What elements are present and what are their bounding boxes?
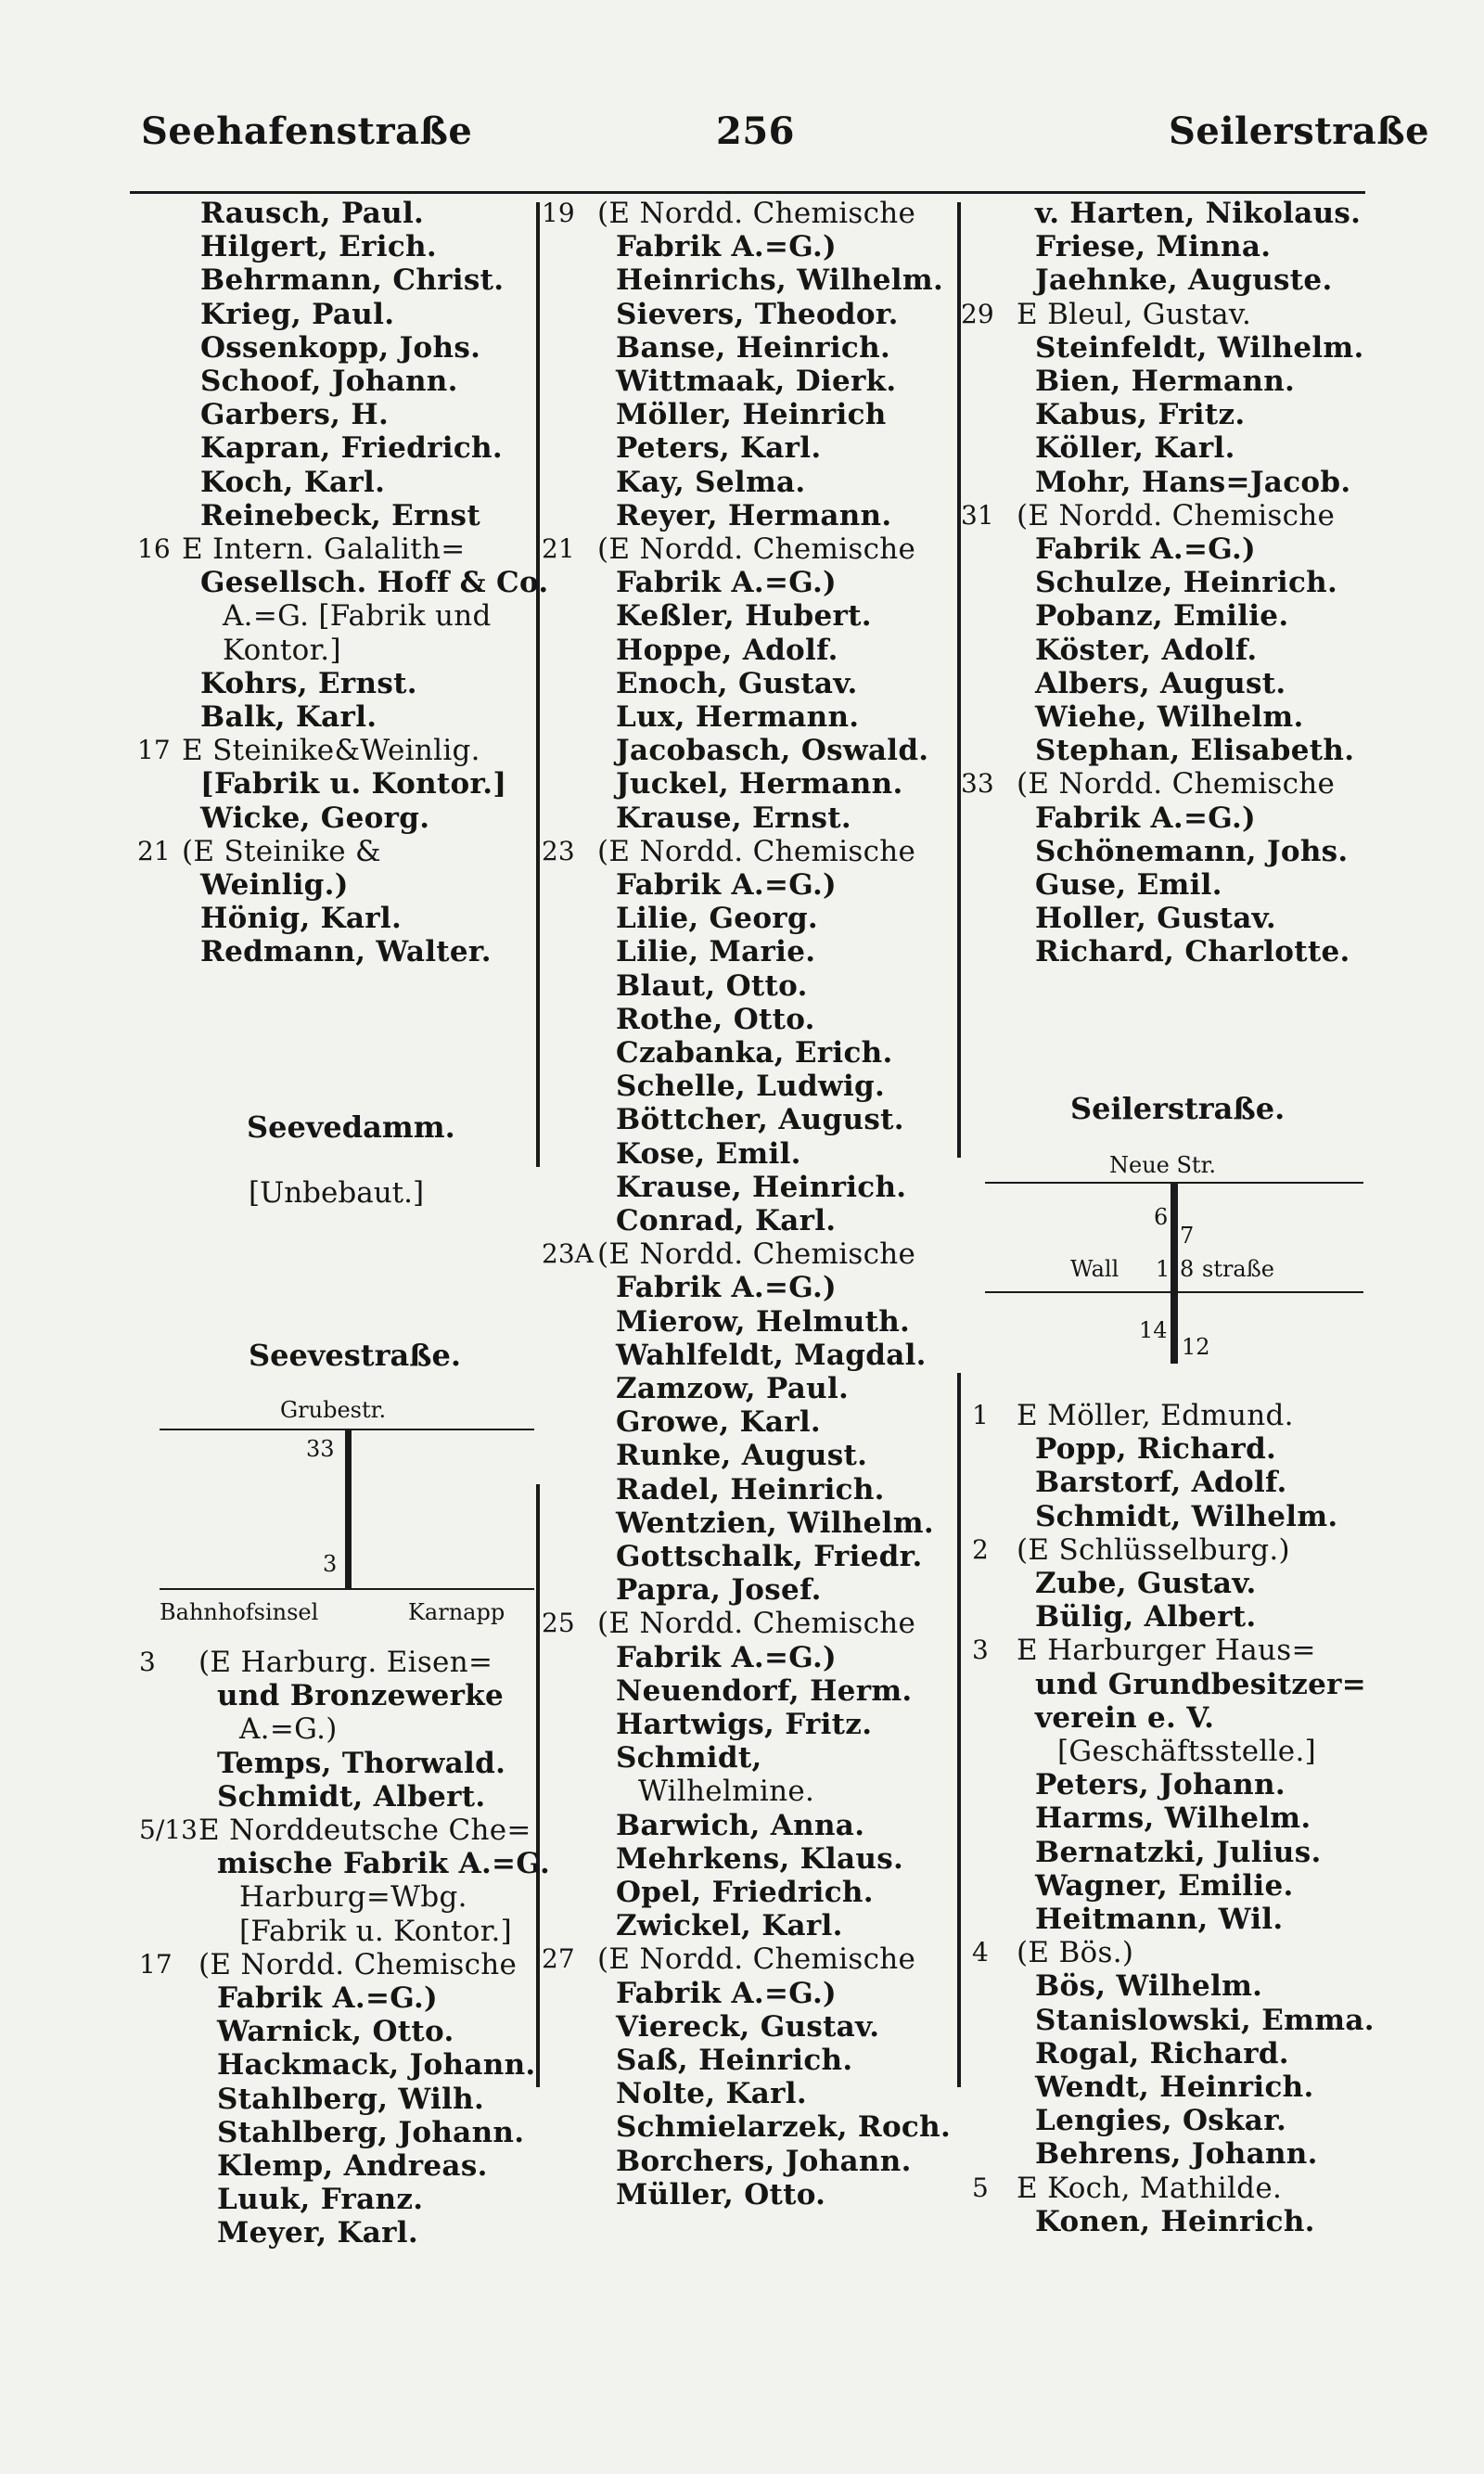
building-owner-line: (E Schlüsselburg.) xyxy=(1017,1532,1290,1567)
house-number: 17 xyxy=(139,1948,173,1980)
entry-text: Albers, August. xyxy=(1035,666,1286,700)
house-number: 23 xyxy=(542,835,575,866)
entry-text: Krause, Heinrich. xyxy=(616,1170,907,1204)
entry-text: Growe, Karl. xyxy=(616,1405,822,1440)
column-divider-2a xyxy=(957,202,961,1158)
entry-text: Balk, Karl. xyxy=(200,700,377,734)
column-divider-1a xyxy=(536,202,540,1167)
entry-text: Klemp, Andreas. xyxy=(217,2149,488,2183)
diagram-street-bar xyxy=(1171,1184,1178,1364)
entry-text: Wittmaak, Dierk. xyxy=(616,365,897,398)
house-number: 16 xyxy=(137,533,171,564)
entry-text: Peters, Karl. xyxy=(616,431,822,466)
entry-text: Wicke, Georg. xyxy=(200,801,430,835)
entry-text: Zube, Gustav. xyxy=(1035,1567,1257,1600)
entry-text: Kontor.] xyxy=(223,633,341,667)
entry-text: Barstorf, Adolf. xyxy=(1035,1466,1287,1500)
building-owner-line: E Koch, Mathilde. xyxy=(1017,2171,1283,2205)
house-number: 5 xyxy=(972,2172,989,2203)
diagram-strasse-label: straße xyxy=(1202,1256,1274,1282)
entry-text: Garbers, H. xyxy=(200,398,390,432)
entry-text: Kapran, Friedrich. xyxy=(200,431,503,466)
building-owner-line: (E Nordd. Chemische xyxy=(597,1237,916,1272)
diagram-number-1: 1 xyxy=(1156,1256,1171,1282)
entry-text: Schoof, Johann. xyxy=(200,365,458,398)
entry-text: Schulze, Heinrich. xyxy=(1035,566,1338,600)
house-number: 29 xyxy=(961,298,994,329)
building-owner-line: E Intern. Galalith= xyxy=(182,532,466,566)
house-number: 2 xyxy=(972,1533,989,1565)
entry-text: Wagner, Emilie. xyxy=(1035,1868,1294,1903)
house-number: 1 xyxy=(972,1400,989,1430)
entry-text: Jacobasch, Oswald. xyxy=(616,734,929,768)
entry-text: Conrad, Karl. xyxy=(616,1204,837,1237)
entry-text: Lux, Hermann. xyxy=(616,700,860,734)
entry-text: Möller, Heinrich xyxy=(616,398,887,432)
entry-text: Schmidt, Wilhelm. xyxy=(1035,1499,1338,1533)
building-owner-line: (E Nordd. Chemische xyxy=(597,1607,916,1641)
entry-text: Fabrik A.=G.) xyxy=(1035,801,1257,835)
entry-text: Harms, Wilhelm. xyxy=(1035,1801,1311,1836)
building-owner-line: (E Nordd. Chemische xyxy=(597,834,916,868)
house-number: 4 xyxy=(972,1937,989,1968)
entry-text: Friese, Minna. xyxy=(1035,230,1272,264)
building-owner-line: (E Nordd. Chemische xyxy=(1017,498,1336,532)
entry-text: Fabrik A.=G.) xyxy=(616,1976,838,2010)
entry-text: Wendt, Heinrich. xyxy=(1035,2070,1314,2104)
entry-text: Hoppe, Adolf. xyxy=(616,633,838,667)
entry-text: Koch, Karl. xyxy=(200,465,386,499)
entry-text: Richard, Charlotte. xyxy=(1035,935,1350,969)
house-number: 3 xyxy=(972,1634,989,1666)
entry-text: Radel, Heinrich. xyxy=(616,1472,885,1506)
entry-text: Mohr, Hans=Jacob. xyxy=(1035,465,1351,499)
entry-text: Gottschalk, Friedr. xyxy=(616,1540,923,1573)
house-number: 17 xyxy=(137,735,171,766)
entry-text: Bernatzki, Julius. xyxy=(1035,1835,1322,1869)
entry-text: Lilie, Georg. xyxy=(616,902,819,936)
entry-text: Müller, Otto. xyxy=(616,2177,826,2211)
entry-text: Hackmack, Johann. xyxy=(217,2048,536,2083)
page-number: 256 xyxy=(716,109,795,153)
entry-text: verein e. V. xyxy=(1035,1700,1215,1735)
entry-text: Harburg=Wbg. xyxy=(239,1880,467,1915)
entry-text: Fabrik A.=G.) xyxy=(1035,532,1257,566)
diagram-cross-street xyxy=(985,1291,1363,1293)
diagram-number-6: 6 xyxy=(1154,1204,1169,1230)
diagram-bottom-left-label: Bahnhofsinsel xyxy=(160,1599,319,1625)
seevestrasse-title: Seevestraße. xyxy=(249,1338,461,1373)
entry-text: Stahlberg, Johann. xyxy=(217,2115,525,2149)
diagram-top-label: Neue Str. xyxy=(1109,1152,1217,1178)
entry-text: Schönemann, Johs. xyxy=(1035,834,1349,868)
building-owner-line: E Harburger Haus= xyxy=(1017,1634,1316,1668)
entry-text: Heinrichs, Wilhelm. xyxy=(616,263,944,298)
entry-text: Fabrik A.=G.) xyxy=(616,1640,838,1674)
entry-text: Wentzien, Wilhelm. xyxy=(616,1506,934,1540)
entry-text: Stahlberg, Wilh. xyxy=(217,2082,485,2116)
diagram-number-7: 7 xyxy=(1180,1223,1195,1249)
entry-text: Meyer, Karl. xyxy=(217,2216,418,2250)
entry-text: Hartwigs, Fritz. xyxy=(616,1708,873,1741)
diagram-bottom-right-label: Karnapp xyxy=(408,1599,505,1625)
diagram-number-top: 33 xyxy=(306,1436,335,1462)
entry-text: mische Fabrik A.=G. xyxy=(217,1847,551,1881)
building-owner-line: (E Nordd. Chemische xyxy=(597,197,916,230)
seilerstrasse-title: Seilerstraße. xyxy=(1070,1091,1286,1126)
entry-text: Guse, Emil. xyxy=(1035,868,1222,902)
entry-text: A.=G. [Fabrik und xyxy=(223,599,492,634)
entry-text: Krause, Ernst. xyxy=(616,801,851,835)
entry-text: Warnick, Otto. xyxy=(217,2015,454,2049)
entry-text: Fabrik A.=G.) xyxy=(217,1981,439,2015)
entry-text: Steinfeldt, Wilhelm. xyxy=(1035,330,1364,365)
entry-text: Fabrik A.=G.) xyxy=(616,868,838,902)
entry-text: Bös, Wilhelm. xyxy=(1035,1969,1263,2004)
entry-text: Köster, Adolf. xyxy=(1035,633,1258,667)
house-number: 25 xyxy=(542,1608,575,1639)
entry-text: Zwickel, Karl. xyxy=(616,1909,843,1943)
entry-text: Rausch, Paul. xyxy=(200,197,425,230)
entry-text: Saß, Heinrich. xyxy=(616,2044,853,2077)
entry-text: Jaehnke, Auguste. xyxy=(1035,263,1333,298)
house-number: 19 xyxy=(542,198,575,228)
building-owner-line: E Möller, Edmund. xyxy=(1017,1399,1294,1432)
header-street-right: Seilerstraße xyxy=(1169,109,1430,153)
entry-text: Peters, Johann. xyxy=(1035,1768,1286,1802)
entry-text: Köller, Karl. xyxy=(1035,431,1235,466)
entry-text: Banse, Heinrich. xyxy=(616,330,891,365)
house-number: 5/13 xyxy=(139,1814,198,1845)
entry-text: Weinlig.) xyxy=(200,868,349,902)
building-owner-line: E Steinike&Weinlig. xyxy=(182,734,480,768)
entry-text: [Fabrik u. Kontor.] xyxy=(239,1914,513,1948)
entry-text: Blaut, Otto. xyxy=(616,968,808,1003)
house-number: 21 xyxy=(542,533,575,564)
entry-text: Wilhelmine. xyxy=(638,1775,815,1809)
entry-text: Bülig, Albert. xyxy=(1035,1600,1257,1634)
entry-text: Reyer, Hermann. xyxy=(616,498,892,532)
entry-text: Rothe, Otto. xyxy=(616,1002,815,1036)
entry-text: Barwich, Anna. xyxy=(616,1808,865,1842)
entry-text: Mehrkens, Klaus. xyxy=(616,1841,904,1876)
entry-text: Pobanz, Emilie. xyxy=(1035,599,1289,634)
entry-text: Sievers, Theodor. xyxy=(616,297,899,331)
entry-text: Schmidt, xyxy=(616,1741,762,1775)
entry-text: Holler, Gustav. xyxy=(1035,902,1276,936)
entry-text: Neuendorf, Herm. xyxy=(616,1673,913,1708)
diagram-wall-label: Wall xyxy=(1070,1256,1119,1282)
header-rule xyxy=(130,191,1365,194)
building-owner-line: (E Harburg. Eisen= xyxy=(198,1646,493,1679)
entry-text: Mierow, Helmuth. xyxy=(616,1304,911,1339)
house-number: 3 xyxy=(139,1647,156,1677)
entry-text: Hilgert, Erich. xyxy=(200,230,437,264)
entry-text: und Bronzewerke xyxy=(217,1679,505,1713)
entry-text: Luuk, Franz. xyxy=(217,2183,424,2217)
entry-text: Papra, Josef. xyxy=(616,1573,822,1608)
entry-text: [Fabrik u. Kontor.] xyxy=(200,767,507,801)
diagram-number-8: 8 xyxy=(1180,1256,1195,1282)
entry-text: Schmielarzek, Roch. xyxy=(616,2110,952,2145)
building-owner-line: (E Bös.) xyxy=(1017,1936,1134,1970)
entry-text: Behrens, Johann. xyxy=(1035,2137,1318,2172)
entry-text: Stephan, Elisabeth. xyxy=(1035,734,1355,768)
entry-text: Schmidt, Albert. xyxy=(217,1779,486,1814)
entry-text: Behrmann, Christ. xyxy=(200,263,505,298)
header-street-left: Seehafenstraße xyxy=(141,109,473,153)
diagram-number-12: 12 xyxy=(1182,1334,1210,1360)
entry-text: A.=G.) xyxy=(239,1712,338,1747)
entry-text: Kohrs, Ernst. xyxy=(200,666,417,700)
entry-text: Lengies, Oskar. xyxy=(1035,2104,1287,2138)
entry-text: Kabus, Fritz. xyxy=(1035,398,1246,432)
entry-text: Keßler, Hubert. xyxy=(616,599,872,634)
entry-text: Bien, Hermann. xyxy=(1035,365,1296,398)
seevedamm-note: [Unbebaut.] xyxy=(249,1176,425,1210)
entry-text: Popp, Richard. xyxy=(1035,1432,1277,1467)
entry-text: Hönig, Karl. xyxy=(200,902,403,936)
entry-text: Konen, Heinrich. xyxy=(1035,2204,1315,2238)
entry-text: Runke, August. xyxy=(616,1439,868,1473)
column-divider-2b xyxy=(957,1373,961,2087)
entry-text: Viereck, Gustav. xyxy=(616,2009,880,2044)
entry-text: Fabrik A.=G.) xyxy=(616,230,838,264)
entry-text: Lilie, Marie. xyxy=(616,935,816,969)
building-owner-line: (E Nordd. Chemische xyxy=(597,1942,916,1977)
entry-text: Rogal, Richard. xyxy=(1035,2036,1289,2070)
building-owner-line: E Bleul, Gustav. xyxy=(1017,297,1252,331)
entry-text: Temps, Thorwald. xyxy=(217,1746,506,1780)
house-number: 27 xyxy=(542,1943,575,1975)
entry-text: Ossenkopp, Johs. xyxy=(200,330,481,365)
entry-text: [Geschäftsstelle.] xyxy=(1057,1735,1316,1768)
entry-text: Reinebeck, Ernst xyxy=(200,498,480,532)
building-owner-line: (E Nordd. Chemische xyxy=(1017,767,1336,801)
building-owner-line: (E Nordd. Chemische xyxy=(597,532,916,566)
entry-text: Opel, Friedrich. xyxy=(616,1876,874,1909)
entry-text: und Grundbesitzer= xyxy=(1035,1667,1367,1701)
house-number: 21 xyxy=(137,835,171,866)
entry-text: Wiehe, Wilhelm. xyxy=(1035,700,1304,734)
entry-text: Krieg, Paul. xyxy=(200,297,395,331)
house-number: 33 xyxy=(961,768,994,800)
entry-text: Schelle, Ludwig. xyxy=(616,1070,886,1104)
house-number: 31 xyxy=(961,499,994,531)
entry-text: Borchers, Johann. xyxy=(616,2144,912,2178)
diagram-number-bottom: 3 xyxy=(323,1551,338,1577)
entry-text: Heitmann, Wil. xyxy=(1035,1903,1284,1936)
entry-text: Gesellsch. Hoff & Co. xyxy=(200,566,549,600)
entry-text: Stanislowski, Emma. xyxy=(1035,2003,1375,2037)
column-divider-1b xyxy=(536,1484,540,2087)
building-owner-line: E Norddeutsche Che= xyxy=(198,1814,531,1847)
entry-text: Juckel, Hermann. xyxy=(616,767,903,801)
entry-text: Nolte, Karl. xyxy=(616,2077,807,2111)
entry-text: Kose, Emil. xyxy=(616,1136,801,1171)
entry-text: Fabrik A.=G.) xyxy=(616,1271,838,1305)
entry-text: Kay, Selma. xyxy=(616,465,806,499)
diagram-street-bar xyxy=(345,1429,352,1588)
seevedamm-title: Seevedamm. xyxy=(247,1109,455,1145)
building-owner-line: (E Steinike & xyxy=(182,834,381,868)
building-owner-line: (E Nordd. Chemische xyxy=(198,1947,518,1981)
entry-text: Redmann, Walter. xyxy=(200,935,492,969)
house-number: 23A xyxy=(542,1238,594,1270)
entry-text: Wahlfeldt, Magdal. xyxy=(616,1338,927,1372)
entry-text: Enoch, Gustav. xyxy=(616,666,858,700)
entry-text: Czabanka, Erich. xyxy=(616,1036,893,1070)
entry-text: Böttcher, August. xyxy=(616,1103,904,1137)
diagram-bottom-street xyxy=(160,1588,534,1590)
diagram-number-14: 14 xyxy=(1139,1317,1168,1343)
entry-text: v. Harten, Nikolaus. xyxy=(1035,197,1362,230)
entry-text: Zamzow, Paul. xyxy=(616,1372,850,1405)
entry-text: Fabrik A.=G.) xyxy=(616,566,838,600)
diagram-top-label: Grubestr. xyxy=(280,1397,387,1423)
